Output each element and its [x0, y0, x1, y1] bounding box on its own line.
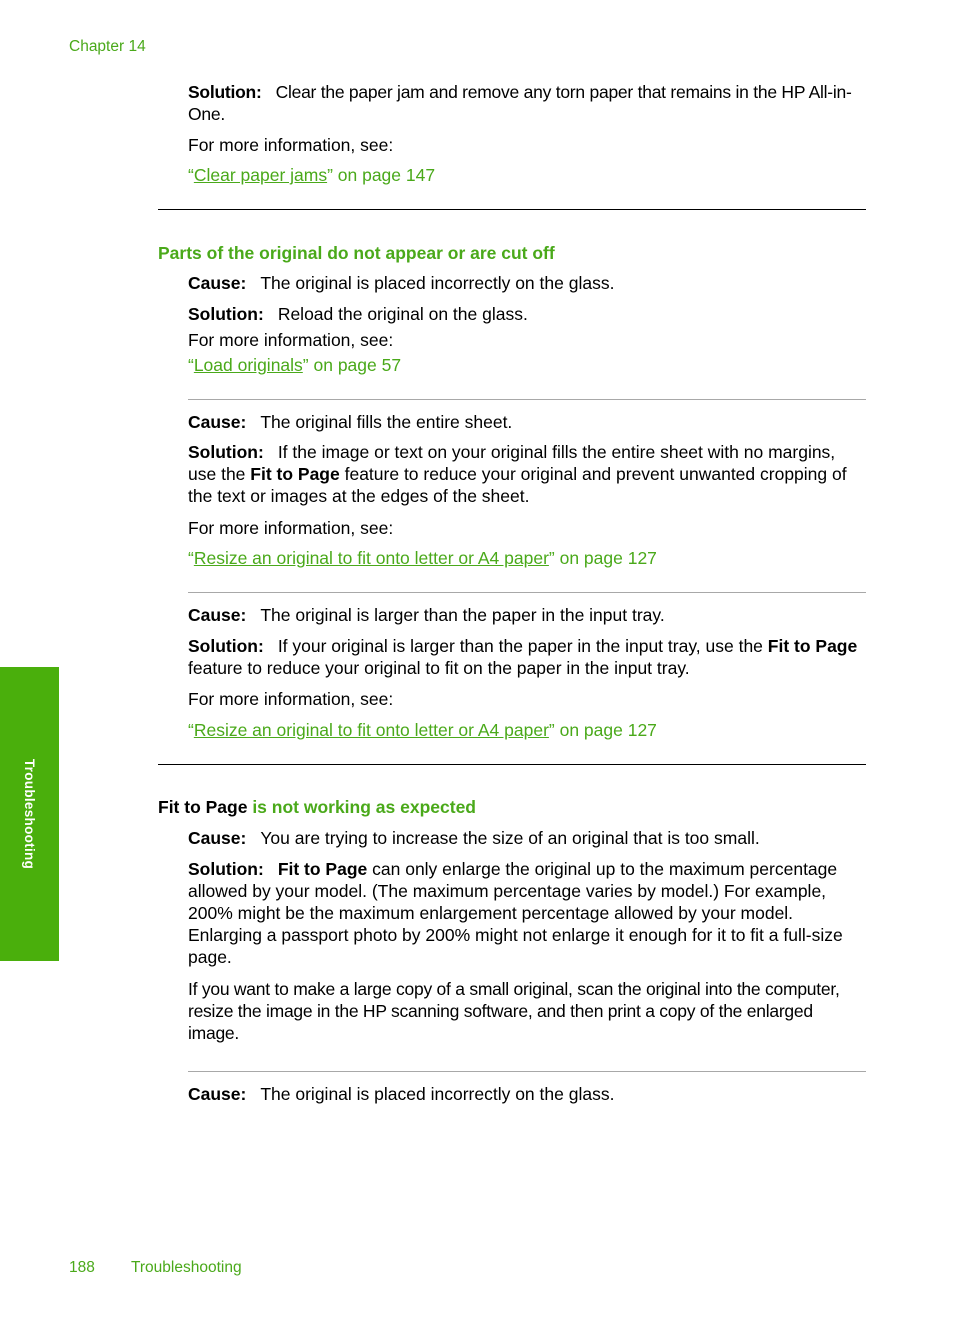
section-divider: [158, 209, 866, 210]
more-info-text: For more information, see:: [188, 330, 394, 350]
cause-text: The original is larger than the paper in the input tray.: [260, 605, 665, 625]
cause-text: The original is placed incorrectly on the glass.: [260, 1084, 615, 1104]
block-divider: [188, 592, 866, 593]
footer-section-label: Troubleshooting: [131, 1259, 242, 1276]
cause-text: The original is placed incorrectly on the glass.: [260, 273, 615, 293]
fit-to-page-term: Fit to Page: [250, 464, 340, 484]
section-heading: Fit to Page is not working as expected: [158, 797, 476, 817]
block-divider: [188, 1071, 866, 1072]
resize-original-link[interactable]: “Resize an original to fit onto letter or A4 paper” on page 127: [188, 720, 657, 740]
cause-label: Cause:: [188, 1084, 247, 1104]
solution-label: Solution:: [188, 859, 264, 879]
solution-paragraph: Solution: If the image or text on your original fills the entire sheet with no margins, use the Fit to Page feature to reduce your original and prevent unwanted cropping of the text or images at the edges of the sheet.: [188, 442, 847, 506]
more-info-text: For more information, see:: [188, 135, 394, 155]
cause-row: [188, 1083, 866, 1105]
load-originals-link[interactable]: “Load originals” on page 57: [188, 355, 402, 375]
cause-label: Cause:: [188, 273, 247, 293]
cause-row: [188, 604, 866, 626]
solution-label: Solution:: [188, 304, 264, 324]
scan-advice-paragraph: If you want to make a large copy of a small original, scan the original into the computer, resize the image in the HP scanning software, and then print a copy of the enlarged image.: [188, 979, 840, 1043]
cause-label: Cause:: [188, 605, 247, 625]
resize-original-link[interactable]: “Resize an original to fit onto letter or A4 paper” on page 127: [188, 548, 657, 568]
solution-row: [188, 303, 866, 325]
cause-row: [188, 272, 866, 294]
fit-to-page-term: Fit to Page: [767, 636, 858, 656]
more-info-text: For more information, see:: [188, 689, 394, 709]
block-divider: [188, 399, 866, 400]
top-solution: [188, 81, 866, 125]
side-tab: [0, 667, 59, 961]
clear-paper-jams-link[interactable]: “Clear paper jams” on page 147: [188, 165, 436, 185]
section-heading: Parts of the original do not appear or are cut off: [158, 243, 555, 263]
more-info-text: For more information, see:: [188, 518, 394, 538]
solution-text: Clear the paper jam and remove any torn paper that remains in the HP All-in-One.: [188, 82, 852, 124]
solution-paragraph: Solution: If your original is larger than the paper in the input tray, use the Fit to Page feature to reduce your original to fit on the paper in the input tray.: [188, 636, 858, 678]
solution-paragraph: Solution: Fit to Page can only enlarge the original up to the maximum percentage allowed by your model. (The maximum percentage varies by model.) For example, 200% might be the maximum enlargement percentage allowed by your model. Enlarging a passport photo by 200% might not enlarge it enough for it to fit a full-size page.: [188, 859, 843, 967]
chapter-label: Chapter 14: [69, 38, 146, 55]
cause-row: [188, 411, 866, 433]
side-tab-label: Troubleshooting: [22, 758, 37, 870]
cause-text: The original fills the entire sheet.: [260, 412, 513, 432]
solution-label: Solution:: [188, 442, 264, 462]
page-number: 188: [69, 1259, 95, 1276]
solution-label: Solution:: [188, 82, 262, 102]
solution-text: Reload the original on the glass.: [277, 304, 528, 324]
solution-label: Solution:: [188, 636, 264, 656]
cause-label: Cause:: [188, 828, 247, 848]
cause-label: Cause:: [188, 412, 247, 432]
cause-text: You are trying to increase the size of an original that is too small.: [260, 828, 760, 848]
fit-to-page-term: Fit to Page: [277, 859, 368, 879]
cause-row: [188, 827, 866, 849]
section-divider: [158, 764, 866, 765]
